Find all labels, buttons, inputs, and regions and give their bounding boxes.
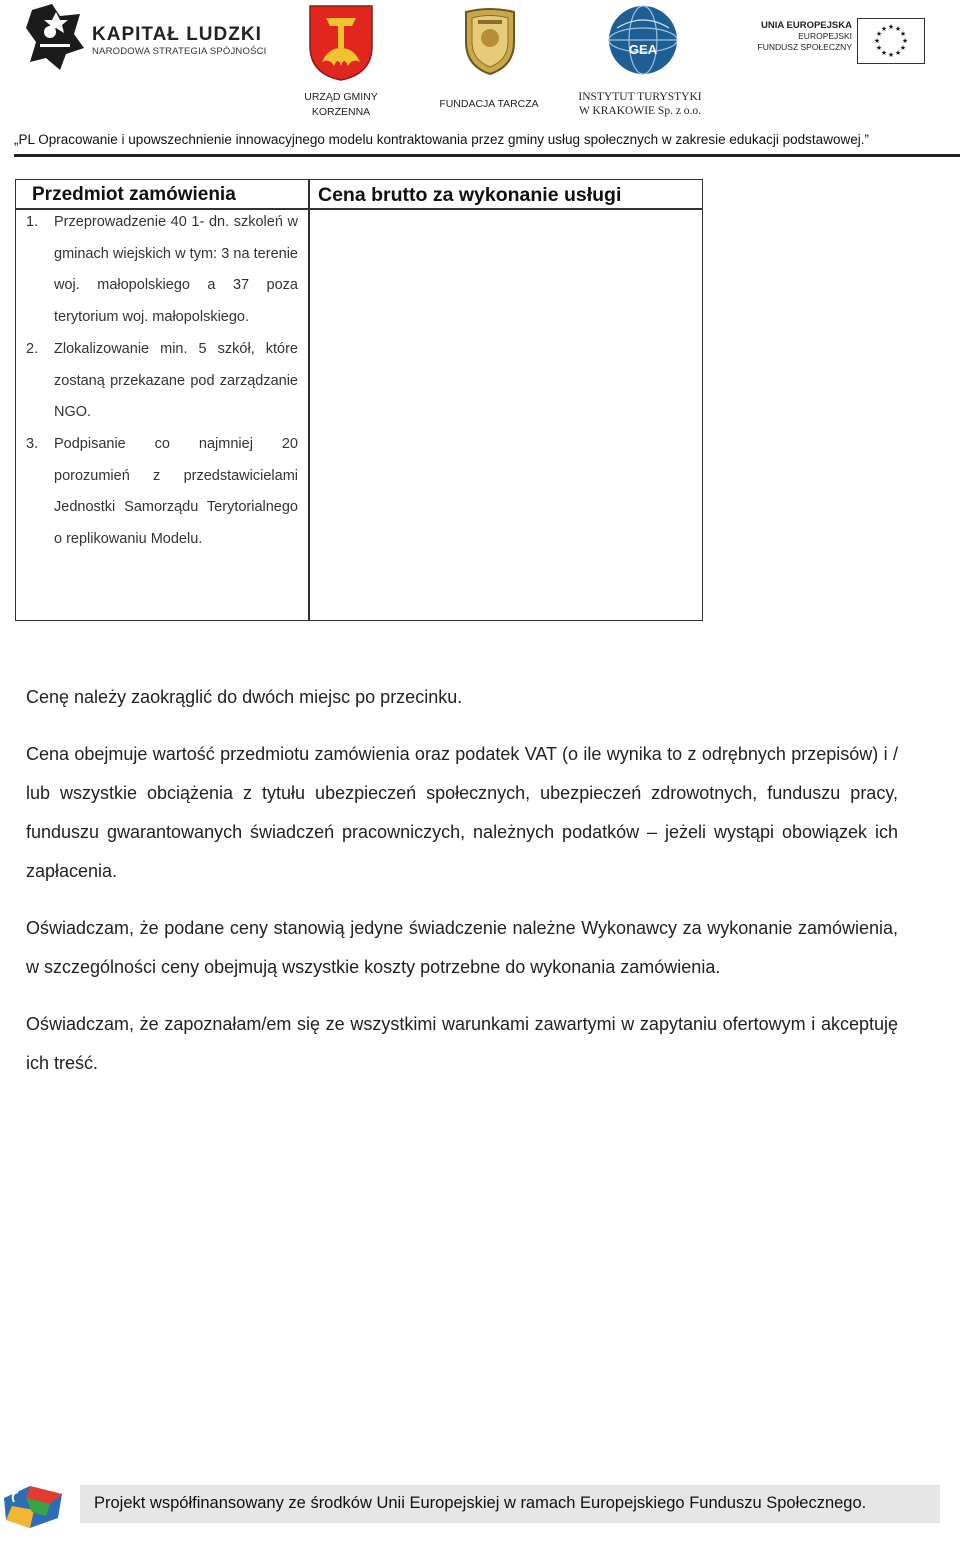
fundacja-tarcza-label: FUNDACJA TARCZA — [439, 98, 539, 110]
subject-list — [26, 207, 298, 556]
svg-text:★: ★ — [875, 30, 883, 38]
item-text: Podpisanie co najmniej 20 porozumień z przedstawicielami Jednostki Samorządu Terytorialnego o replikowaniu Modelu. — [54, 435, 298, 548]
rounding-note: Cenę należy zaokrąglić do dwóch miejsc po przecinku. — [26, 687, 463, 707]
gea-logo — [607, 4, 679, 76]
puzzle-logo-icon — [0, 1480, 66, 1532]
svg-text:★: ★ — [880, 25, 888, 33]
eu-flag-icon — [857, 18, 925, 64]
eu-line-2: EUROPEJSKI — [798, 31, 852, 41]
gea-label: GEA — [628, 42, 658, 57]
instytut-line-2: W KRAKOWIE Sp. z o.o. — [578, 105, 702, 117]
item-number: 1. — [26, 214, 39, 230]
svg-text:★: ★ — [894, 49, 902, 57]
coat-of-arms-icon — [308, 4, 374, 82]
svg-text:★: ★ — [873, 37, 881, 45]
page-header — [0, 0, 960, 160]
svg-text:★: ★ — [880, 49, 888, 57]
footer-bar — [80, 1485, 940, 1523]
item-text: Przeprowadzenie 40 1- dn. szkoleń w gminach wiejskich w tym: 3 na terenie woj. małopolskiego a 37 poza terytorium woj. małopolskiego. — [54, 214, 298, 326]
shield-icon — [460, 6, 520, 76]
list-item — [26, 207, 298, 334]
svg-text:★: ★ — [894, 25, 902, 33]
header-subject: Przedmiot zamówienia — [32, 184, 236, 205]
globe-icon — [607, 4, 679, 76]
column-divider — [308, 180, 310, 620]
instytut-turystyki-label — [570, 90, 710, 118]
kapital-ludzki-subtitle: NARODOWA STRATEGIA SPÓJNOŚCI — [92, 46, 267, 57]
item-number: 3. — [26, 435, 39, 452]
svg-text:★: ★ — [887, 51, 895, 59]
declaration-prices: Oświadczam, że podane ceny stanowią jedyne świadczenie należne Wykonawcy za wykonanie zamówienia, w szczególności ceny obejmują wszystkie koszty potrzebne do wykonania zamówienia. — [26, 918, 898, 977]
svg-text:★: ★ — [899, 44, 907, 52]
kapital-ludzki-emblem-icon — [26, 2, 86, 72]
item-text: Zlokalizowanie min. 5 szkół, które zostaną przekazane pod zarządzanie NGO. — [54, 340, 298, 421]
order-table — [15, 179, 703, 621]
item-number: 2. — [26, 340, 39, 357]
header-divider — [14, 154, 960, 157]
list-item — [26, 334, 298, 429]
eu-line-1: UNIA EUROPEJSKA — [761, 20, 852, 31]
eu-logo — [756, 16, 926, 64]
body-text — [26, 678, 898, 1083]
kapital-ludzki-title: KAPITAŁ LUDZKI — [92, 24, 262, 45]
declaration-conditions: Oświadczam, że zapoznałam/em się ze wszystkimi warunkami zawartymi w zapytaniu ofertowym i akceptuję ich treść. — [26, 1014, 898, 1073]
svg-text:★: ★ — [899, 30, 907, 38]
instytut-line-1: INSTYTUT TURYSTYKI — [578, 91, 702, 103]
svg-text:★: ★ — [901, 37, 909, 45]
urzad-gminy-label — [298, 90, 384, 120]
svg-text:★: ★ — [875, 44, 883, 52]
kapital-ludzki-logo — [26, 2, 266, 72]
header-price: Cena brutto za wykonanie usługi — [318, 184, 622, 206]
fundacja-tarcza-shield — [460, 6, 520, 76]
korzenna-coat-of-arms — [308, 4, 374, 82]
price-scope-paragraph: Cena obejmuje wartość przedmiotu zamówienia oraz podatek VAT (o ile wynika to z odrębnych przepisów) i / lub wszystkie obciążenia z tytułu ubezpieczeń społecznych, ubezpieczeń zdrowotnych, funduszu pracy, funduszu gwarantowanych świadczeń pracowniczych, należnych podatków – jeżeli wystąpi obowiązek ich zapłacenia. — [26, 744, 898, 881]
footer-logo — [0, 1480, 66, 1532]
svg-text:★: ★ — [887, 23, 895, 31]
urzad-line-1: URZĄD GMINY — [304, 91, 378, 103]
project-title: „PL Opracowanie i upowszechnienie innowacyjnego modelu kontraktowania przez gminy usług społecznych w zakresie edukacji podstawowej.” — [14, 132, 869, 147]
list-item — [26, 429, 298, 556]
urzad-line-2: KORZENNA — [311, 106, 371, 118]
footer-text: Projekt współfinansowany ze środków Unii Europejskiej w ramach Europejskiego Funduszu Społecznego. — [94, 1494, 867, 1512]
eu-text — [756, 20, 852, 53]
eu-line-3: FUNDUSZ SPOŁECZNY — [757, 42, 852, 52]
